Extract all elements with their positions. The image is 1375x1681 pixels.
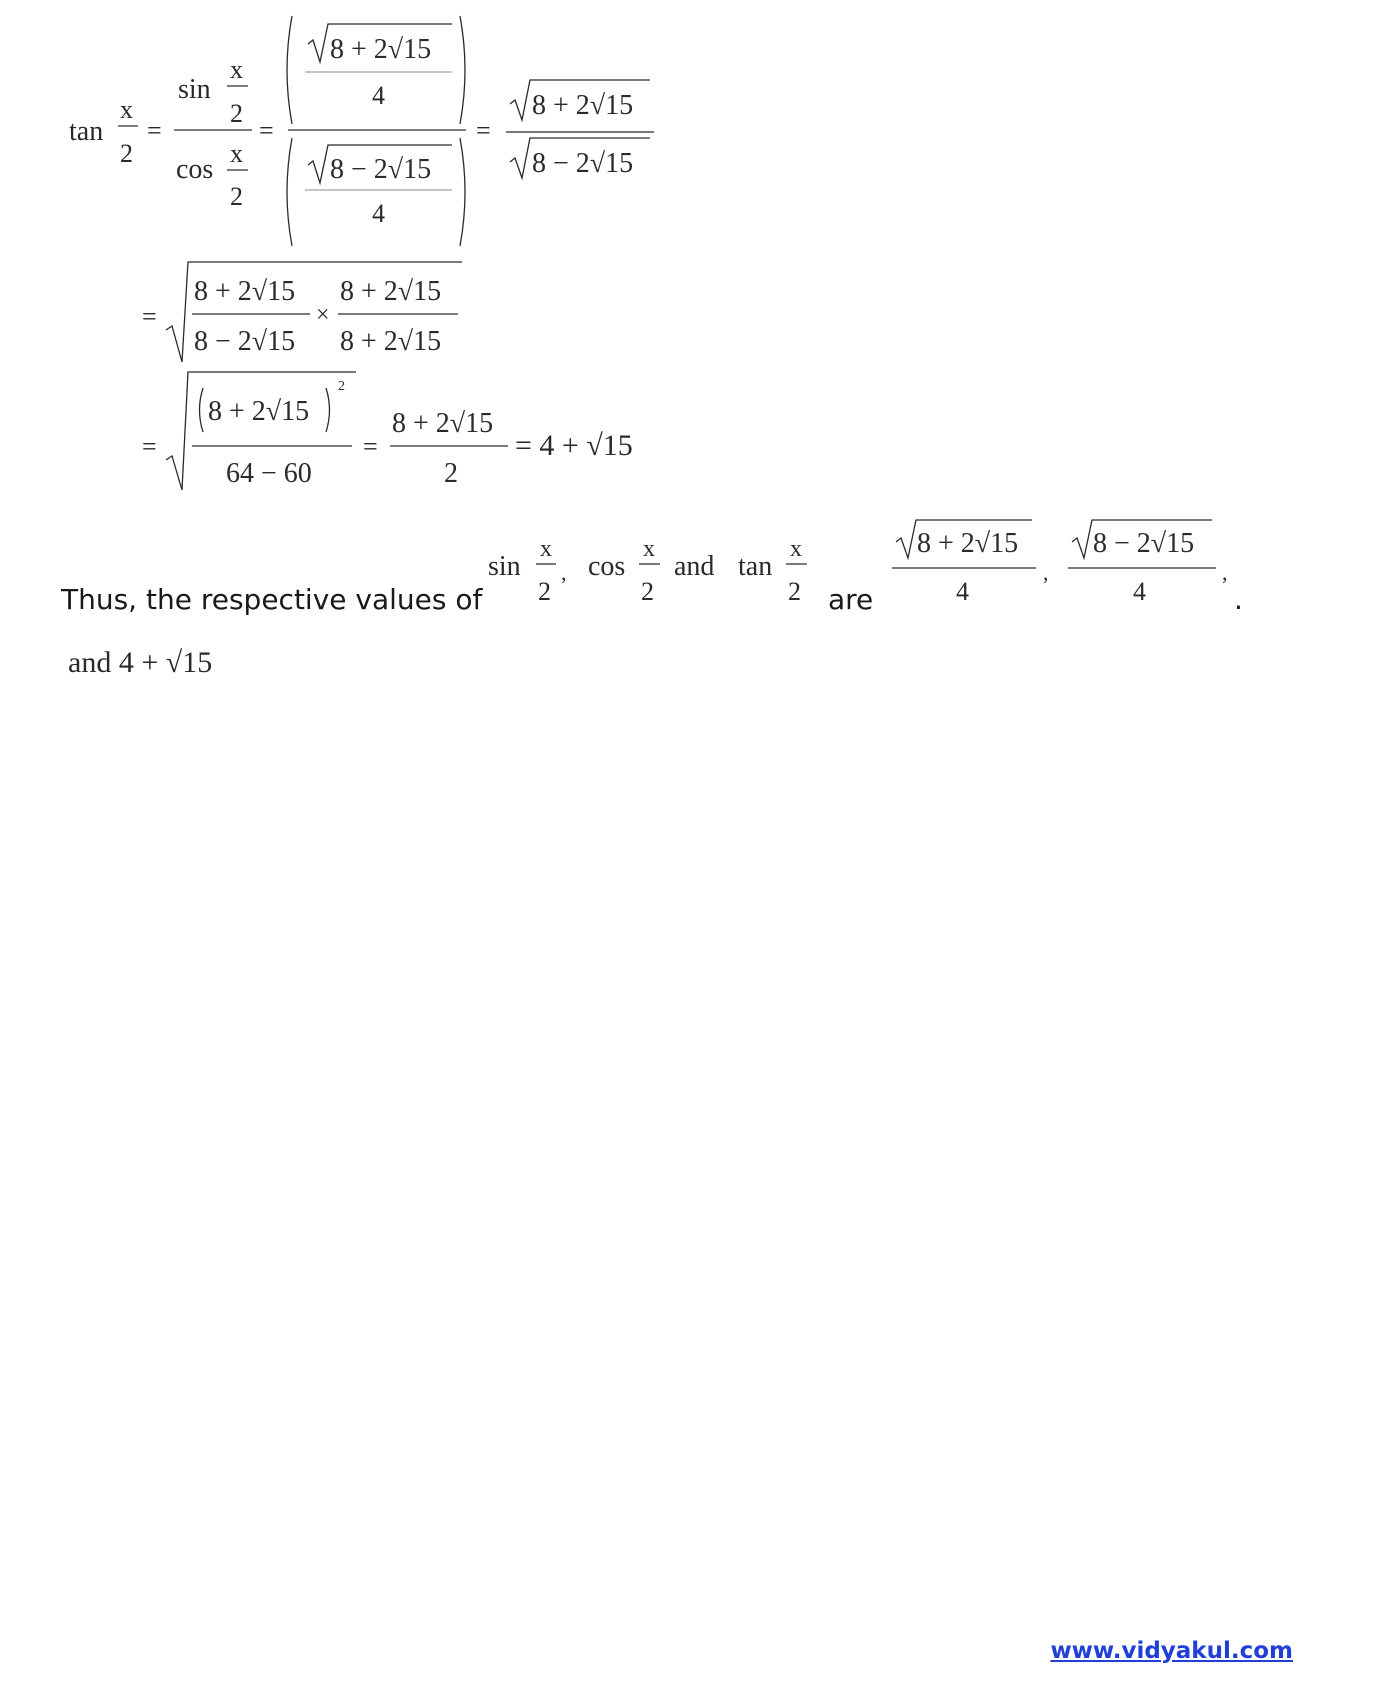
final-numerator: 8 + 2√15 xyxy=(392,408,494,439)
sixty-four-minus-sixty: 64 − 60 xyxy=(226,458,312,489)
frac-x: x xyxy=(643,536,655,562)
sin-label: sin xyxy=(488,551,521,582)
equals-sign: = xyxy=(147,116,162,145)
tan-label: tan xyxy=(738,551,773,582)
frac-2: 2 xyxy=(641,577,654,606)
cos-label: cos xyxy=(176,154,214,185)
frac-2: 2 xyxy=(788,577,801,606)
frac-2: 2 xyxy=(230,182,243,211)
comma: , xyxy=(1222,560,1228,585)
comma: , xyxy=(561,560,567,585)
radicand-plus: 8 + 2√15 xyxy=(330,34,432,65)
equals-sign: = xyxy=(142,302,157,331)
four-denominator: 4 xyxy=(372,199,385,228)
footer-website-link[interactable]: www.vidyakul.com xyxy=(1050,1638,1293,1664)
equals-sign: = xyxy=(259,116,274,145)
frac-x: x xyxy=(230,139,243,168)
frac-x: x xyxy=(120,95,133,124)
frac-x: x xyxy=(540,536,552,562)
tan-label: tan xyxy=(69,116,104,147)
equals-sign: = xyxy=(476,116,491,145)
result-four-plus-root15: = 4 + √15 xyxy=(515,429,633,462)
fraction-a-denominator: 8 − 2√15 xyxy=(194,326,296,357)
value-sin-denominator: 4 xyxy=(956,577,969,606)
radicand-plus: 8 + 2√15 xyxy=(532,90,634,121)
value-cos-denominator: 4 xyxy=(1133,577,1146,606)
radicand-minus: 8 − 2√15 xyxy=(532,148,634,179)
are-word: are xyxy=(828,583,874,616)
fraction-b-numerator: 8 + 2√15 xyxy=(340,276,442,307)
conclusion-lead-text: Thus, the respective values of xyxy=(61,583,483,616)
and-word: and xyxy=(674,551,715,582)
frac-2: 2 xyxy=(230,99,243,128)
value-tan-line: and 4 + √15 xyxy=(68,646,213,679)
frac-2: 2 xyxy=(538,577,551,606)
value-sin-numerator: 8 + 2√15 xyxy=(917,528,1019,559)
cos-label: cos xyxy=(588,551,626,582)
frac-x: x xyxy=(790,536,802,562)
frac-2: 2 xyxy=(120,139,133,168)
final-denominator: 2 xyxy=(444,458,458,489)
squared-numerator: 8 + 2√15 xyxy=(208,396,310,427)
fraction-b-denominator: 8 + 2√15 xyxy=(340,326,442,357)
comma: , xyxy=(1043,560,1049,585)
sin-label: sin xyxy=(178,74,211,105)
radicand-minus: 8 − 2√15 xyxy=(330,154,432,185)
exponent-two: 2 xyxy=(338,379,345,394)
four-denominator: 4 xyxy=(372,81,385,110)
equals-sign: = xyxy=(363,432,378,461)
value-cos-numerator: 8 − 2√15 xyxy=(1093,528,1195,559)
fraction-a-numerator: 8 + 2√15 xyxy=(194,276,296,307)
times-sign: × xyxy=(316,302,330,328)
sentence-period: . xyxy=(1234,583,1243,616)
frac-x: x xyxy=(230,55,243,84)
equals-sign: = xyxy=(142,432,157,461)
